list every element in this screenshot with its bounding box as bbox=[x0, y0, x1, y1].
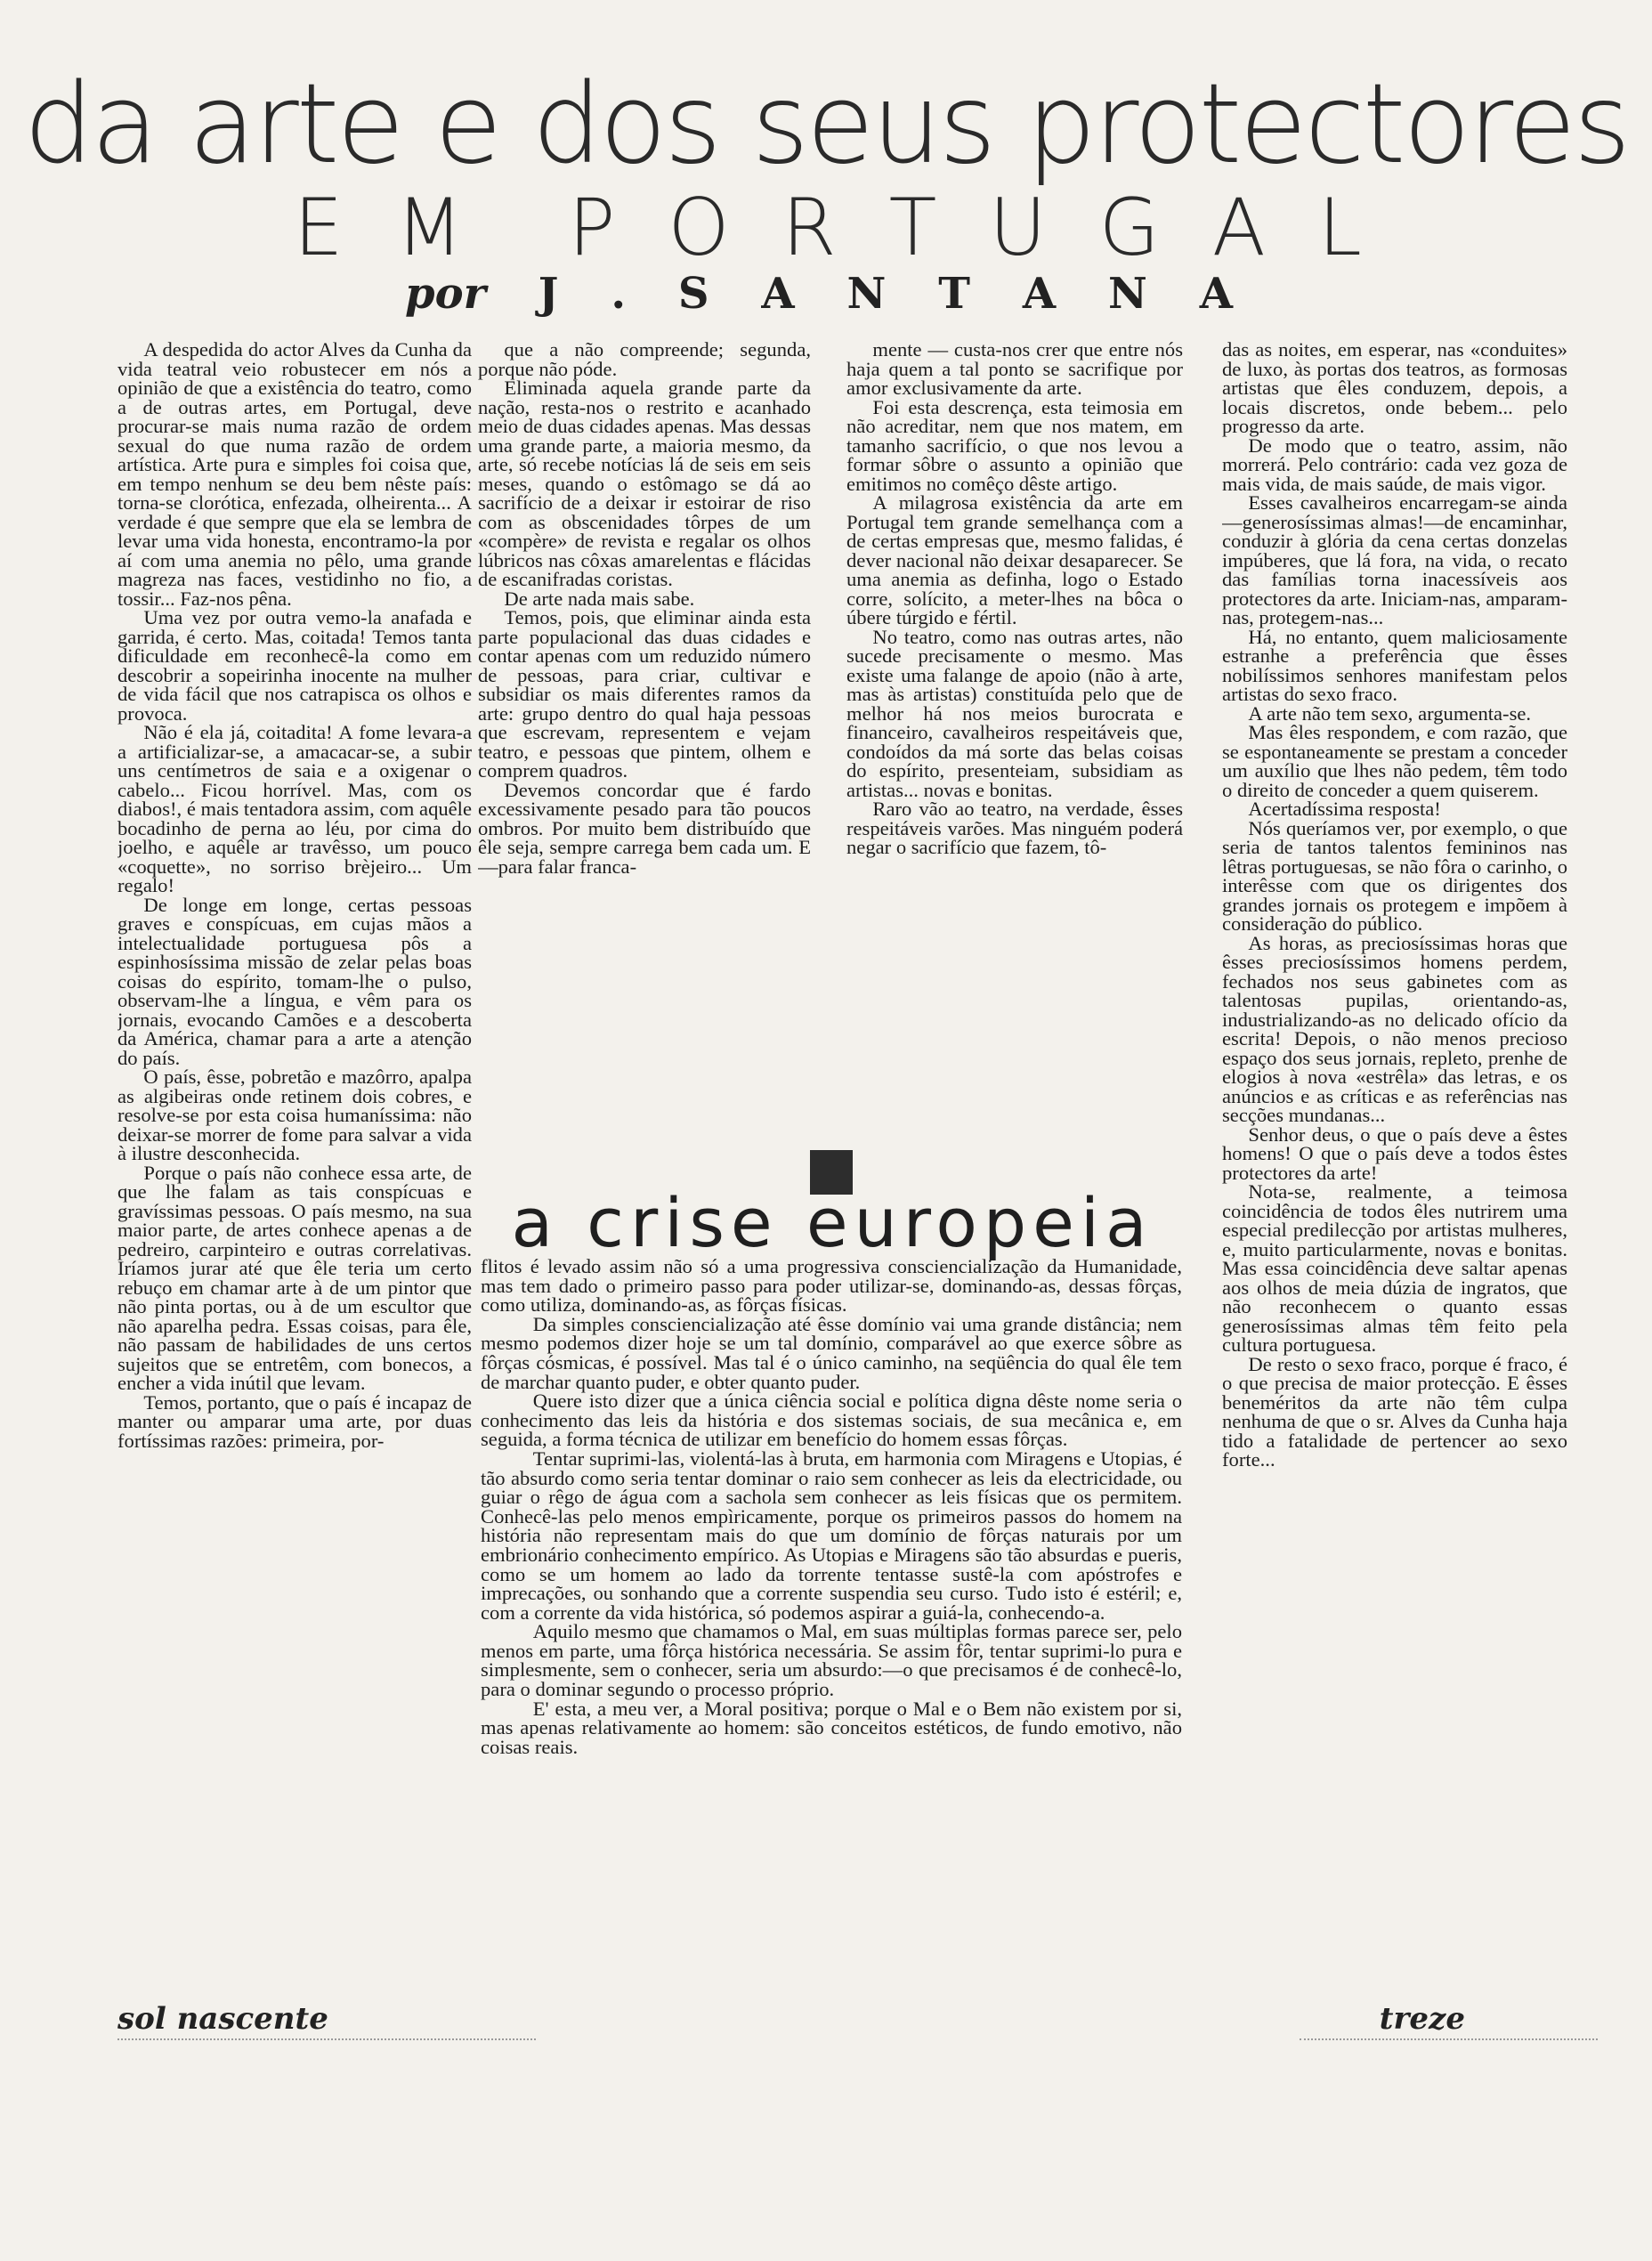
title-letter: L bbox=[1317, 182, 1362, 273]
byline-letter: N bbox=[1107, 269, 1147, 319]
paragraph: Nota-se, realmente, a teimosa coincidência de todos êles nutrirem uma especial predilecção por artistas mulheres, e, muito particularmente, novas e bonitas. Mas essa coincidência deve saltar apenas aos olhos de meia dúzia de ingratos, que não reconhecem o quanto essas generosíssimas almas têm feito pela cultura portuguesa. bbox=[1222, 1180, 1567, 1356]
byline-letter: A bbox=[1022, 269, 1057, 319]
paragraph: Eliminada aquela grande parte da nação, resta-nos o restrito e acanhado meio de duas cidades apenas. Mas dessas uma grande parte, a maioria mesmo, da arte, só recebe notícias lá de seis em seis meses, quando o estômago se dá ao sacrifício de a deixar ir estoirar de riso com as obscenidades tôrpes de um «compère» de revista e regalar os olhos lúbricos nas côxas amarelentas e flácidas de escanifradas coristas. bbox=[478, 377, 811, 590]
title-letter: O bbox=[668, 182, 730, 273]
paragraph: Senhor deus, o que o país deve a êstes homens! O que o país deve a todos êstes protectores da arte! bbox=[1222, 1122, 1567, 1184]
paragraph: No teatro, como nas outras artes, não sucede precisamente o mesmo. Mas existe uma falange de apoio (não à arte, mas às artistas) constituída pelo que de melhor há nos meios burocrata e financeiro, cavalheiros respeitáveis que, condoídos da má sorte das belas coisas do espírito, presenteiam, subsidiam as artistas... novas e bonitas. bbox=[846, 625, 1183, 801]
paragraph: Uma vez por outra vemo-la anafada e garrida, é certo. Mas, coitada! Temos tanta dificuldade em reconhecê-la como em descobrir a sopeirinha inocente na mulher de vida fácil que nos catrapisca os olhos e provoca. bbox=[117, 606, 472, 725]
title-letter: A bbox=[1211, 182, 1266, 273]
article-column-4 bbox=[1222, 340, 1567, 1980]
article-column-3 bbox=[846, 340, 1183, 1130]
title-letter: E bbox=[294, 182, 344, 273]
byline bbox=[405, 269, 1233, 319]
paragraph: Nós queríamos ver, por exemplo, o que seria de tantos talentos femininos nas lêtras portuguesas, se não fôra o carinho, o interêsse com que os dirigentes dos grandes jornais os protegem e impõem à consideração do público. bbox=[1222, 816, 1567, 935]
footer-rule bbox=[1300, 2038, 1598, 2042]
byline-letter: A bbox=[1199, 269, 1233, 319]
paragraph: Temos, portanto, que o país é incapaz de manter ou amparar uma arte, por duas fortíssimas razões: primeira, por- bbox=[117, 1390, 472, 1452]
paragraph: Tentar suprimi-las, violentá-las à bruta, em harmonia com Miragens e Utopias, é tão absurdo como seria tentar dominar o raio sem conhecer as leis da electricidade, ou guiar o rêgo de água com a sachola sem conhecer as leis físicas que os permitem. Conhecê-las pelo menos empìricamente, porque os primeiros passos do homem na história não representam mais do que um domínio de fôrças naturais por um embrionário conhecimento empírico. As Utopias e Miragens são tão absurdas e pueris, como se um homem ao lado da torrente tentasse sustê-la com apóstrofes e imprecações, ou sonhando que a corrente suspendia seu curso. Tudo isto é estéril; e, com a corrente da vida histórica, só podemos aspirar a guiá-la, conhecendo-a. bbox=[481, 1447, 1182, 1624]
paragraph: Temos, pois, que eliminar ainda esta parte populacional das duas cidades e contar apenas com um reduzido número de pessoas, para criar, cultivar e subsidiar os mais diferentes ramos da arte: grupo dentro do qual haja pessoas que escrevam, representem e vejam teatro, e pessoas que pintem, olhem e comprem quadros. bbox=[478, 606, 811, 782]
byline-por: por bbox=[405, 269, 486, 319]
paragraph: As horas, as preciosíssimas horas que êsses preciosíssimos homens perdem, fechados nos seus gabinetes com as talentosas pupilas, orientando-as, industrializando-as no delicado ofício da escrita! Depois, o não menos precioso espaço dos seus jornais, repleto, prenhe de elogios à nova «estrêla» das letras, e os anúncios e as críticas e as referências nas secções mundanas... bbox=[1222, 931, 1567, 1126]
paragraph: De longe em longe, certas pessoas graves e conspícuas, em cujas mãos a intelectualidade portuguesa pôs a espinhosíssima missão de zelar pelas boas coisas do espírito, tomam-lhe o pulso, observam-lhe a língua, e vêm para os jornais, evocando Camões e a descoberta da América, chamar para a arte a atenção do país. bbox=[117, 893, 472, 1069]
paragraph: Porque o país não conhece essa arte, de que lhe falam as tais conspícuas e gravíssimas pessoas. O país mesmo, na sua maior parte, de artes conhece apenas a de pedreiro, carpinteiro e outras correlativas. Iríamos jurar até que êle teria um certo rebuço em chamar arte à de um pintor que não pinta portas, ou à de um escultor que não aparelha pedra. Essas coisas, para êle, não passam de habilidades de uns certos sujeitos que se entretêm, com bonecos, a encher a vida inútil que levam. bbox=[117, 1161, 472, 1394]
title-letter: G bbox=[1098, 182, 1160, 273]
paragraph: E' esta, a meu ver, a Moral positiva; porque o Mal e o Bem não existem por si, mas apenas relativamente ao homem: são conceitos estéticos, de fundo emotivo, não coisas reais. bbox=[481, 1697, 1182, 1758]
crisis-section-body bbox=[481, 1257, 1182, 1980]
title-letter: R bbox=[781, 182, 837, 273]
paragraph: De resto o sexo fraco, porque é fraco, é o que precisa de maior protecção. E êsses beneméritos da arte não têm culpa nenhuma de que o sr. Alves da Cunha haja tido a fatalidade de pertencer ao sexo forte... bbox=[1222, 1352, 1567, 1471]
paragraph: A despedida do actor Alves da Cunha da vida teatral veio robustecer em nós a opinião de que a existência do teatro, como a de outras artes, em Portugal, deve procurar-se mais numa razão de ordem sexual do que numa razão de ordem artística. Arte pura e simples foi coisa que, em tempo nenhum se deu bem nêste país: torna-se clorótica, enfezada, olheirenta... A verdade é que sempre que ela se lembra de levar uma vida honesta, encontramo-la por aí com uma anemia no pêlo, uma grande magreza nas faces, vestidinho no fio, a tossir... Faz-nos pêna. bbox=[117, 340, 472, 610]
paragraph: De arte nada mais sabe. bbox=[504, 587, 695, 610]
paragraph: que a não compreende; segunda, porque não póde. bbox=[478, 340, 811, 380]
title-letter: U bbox=[989, 182, 1047, 273]
paragraph: flitos é levado assim não só a uma progressiva consciencialização da Humanidade, mas tem dado o primeiro passo para poder utilizar-se, dominando-as, dessas fôrças, como utiliza, dominando-as, as fôrças físicas. bbox=[481, 1257, 1182, 1317]
paragraph: Não é ela já, coitadita! A fome levara-a a artificializar-se, a amacacar-se, a subir uns centímetros de saia e a oxigenar o cabelo... Ficou horrível. Mas, com os diabos!, é mais tentadora assim, com aquêle bocadinho de perna ao léu, por cima do joelho, e aquêle ar travêsso, um pouco «coquette», no sorriso brèjeiro... Um regalo! bbox=[117, 721, 472, 896]
article-column-1 bbox=[117, 340, 472, 1980]
byline-letter: A bbox=[761, 269, 795, 319]
paragraph: Esses cavalheiros encarregam-se ainda—generosíssimas almas!—de encaminhar, conduzir à glória da cena certas donzelas impúberes, que lá fora, na vida, o recato das famílias torna inacessíveis aos protectores da arte. Iniciam-nas, amparam-nas, protegem-nas... bbox=[1222, 491, 1567, 628]
article-column-2 bbox=[478, 340, 811, 1130]
paragraph: Acertadíssima resposta! bbox=[1248, 798, 1441, 820]
paragraph: Há, no entanto, quem maliciosamente estranhe a preferência que êsses nobilíssimos senhores manifestam pelos artistas do sexo fraco. bbox=[1222, 625, 1567, 705]
paragraph: Foi esta descrença, esta teimosia em não acreditar, nem que nos matem, em tamanho sacrifício, o que nos levou a formar sôbre o assunto a opinião que emitimos no comêço dêste artigo. bbox=[846, 395, 1183, 495]
paragraph: Devemos concordar que é fardo excessivamente pesado para tão poucos ombros. Por muito bem distribuído que êle seja, sempre carrega bem cada um. E—para falar franca- bbox=[478, 778, 811, 878]
article-title: da arte e dos seus protectores bbox=[23, 61, 1629, 189]
paragraph: Aquilo mesmo que chamamos o Mal, em suas múltiplas formas parece ser, pelo menos em parte, uma fôrça histórica necessária. Se assim fôr, tentar suprimi-lo pura e simplesmente, sem o conhecer, seria um absurdo:—o que precisamos é de conhecê-lo, para o dominar segundo o processo próprio. bbox=[481, 1620, 1182, 1701]
crisis-section-title: a crise europeia bbox=[511, 1183, 1154, 1262]
article-title-country bbox=[294, 182, 1362, 273]
title-letter: T bbox=[888, 182, 937, 273]
title-letter: P bbox=[568, 182, 616, 273]
paragraph: Da simples consciencialização até êsse domínio vai uma grande distância; nem mesmo podemos dizer hoje se um tal domínio, comparável ao que exerce sôbre as fôrças cósmicas, é possível. Mas tal é o único caminho, na seqüência do qual êle tem de marchar quanto puder, e obter quanto puder. bbox=[481, 1312, 1182, 1393]
title-letter: M bbox=[395, 182, 464, 273]
footer-page-number: treze bbox=[1379, 2001, 1465, 2037]
byline-letter: . bbox=[611, 269, 627, 319]
paragraph: De modo que o teatro, assim, não morrerá. Pelo contrário: cada vez goza de mais vida, de mais saúde, de mais vigor. bbox=[1222, 434, 1567, 495]
footer-publication-name: sol nascente bbox=[117, 2001, 328, 2037]
paragraph: A arte não tem sexo, argumenta-se. bbox=[1248, 701, 1532, 725]
paragraph: A milagrosa existência da arte em Portugal tem grande semelhança com a de certas empresas que, mesmo falidas, é dever nacional não deixar desaparecer. Se uma anemia as definha, logo o Estado corre, solícito, a meter-lhes na bôca o úbere túrgido e fértil. bbox=[846, 491, 1183, 628]
byline-letter: S bbox=[677, 269, 709, 319]
paragraph: mente — custa-nos crer que entre nós haja quem a tal ponto se sacrifique por amor exclusivamente da arte. bbox=[846, 340, 1183, 399]
paragraph: Mas êles respondem, e com razão, que se espontaneamente se prestam a conceder um auxílio que lhes não pedem, têm todo o direito de conceder a quem quiserem. bbox=[1222, 721, 1567, 801]
byline-letter: J bbox=[538, 269, 559, 319]
paragraph: das as noites, em esperar, nas «conduites» de luxo, às portas dos teatros, as formosas artistas que êles conduzem, depois, a locais discretos, onde bebem... pelo progresso da arte. bbox=[1222, 340, 1567, 437]
paragraph: Quere isto dizer que a única ciência social e política digna dêste nome seria o conhecimento das leis da história e dos sistemas sociais, de sua mecânica e, em seguida, a forma técnica de utilizar em benefício do homem essas fôrças. bbox=[481, 1390, 1182, 1451]
footer-rule bbox=[117, 2038, 536, 2042]
paragraph: Raro vão ao teatro, na verdade, êsses respeitáveis varões. Mas ninguém poderá negar o sacrifício que fazem, tô- bbox=[846, 798, 1183, 858]
byline-letter: N bbox=[846, 269, 887, 319]
byline-letter: T bbox=[938, 269, 970, 319]
paragraph: O país, êsse, pobretão e mazôrro, apalpa as algibeiras onde retinem dois cobres, e resolve-se por esta coisa humaníssima: não deixar-se morrer de fome para salvar a vida à ilustre desconhecida. bbox=[117, 1066, 472, 1164]
